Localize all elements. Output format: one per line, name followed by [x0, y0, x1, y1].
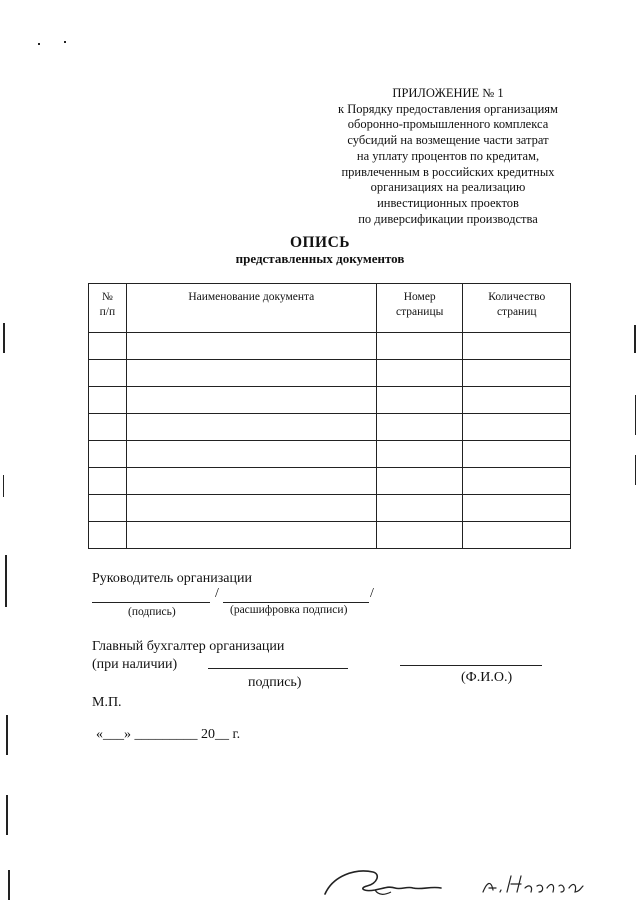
appendix-line: привлеченным в российских кредитных	[341, 164, 555, 179]
table-header-row	[89, 284, 571, 333]
table-cell	[376, 441, 463, 468]
accountant-signature-caption: подпись)	[248, 675, 302, 690]
appendix-line: оборонно-промышленного комплекса	[347, 117, 549, 132]
table-cell	[126, 495, 376, 522]
table-row	[89, 387, 571, 414]
table-cell	[463, 441, 571, 468]
scan-speck	[38, 43, 40, 45]
table-cell	[463, 414, 571, 441]
scan-edge-mark	[635, 455, 636, 485]
table-cell	[126, 441, 376, 468]
table-cell	[126, 522, 376, 549]
header-page-line1: Номер	[403, 291, 436, 303]
decoding-line	[223, 602, 369, 603]
header-name-label: Наименование документа	[188, 291, 315, 303]
appendix-line: на уплату процентов по кредитам,	[356, 148, 540, 163]
header-count-line1: Количество	[488, 291, 546, 303]
accountant-name-line	[400, 665, 542, 666]
scan-edge-mark	[8, 870, 10, 900]
table-cell	[376, 333, 463, 360]
table-cell	[126, 387, 376, 414]
scan-edge-mark	[634, 325, 636, 353]
table-cell	[89, 495, 127, 522]
table-cell	[463, 360, 571, 387]
appendix-line: по диверсификации производства	[358, 211, 538, 226]
handwritten-signature	[315, 862, 595, 902]
appendix-line: ПРИЛОЖЕНИЕ № 1	[392, 86, 504, 100]
table-cell	[89, 522, 127, 549]
accountant-signature-line	[208, 668, 348, 669]
header-num-line1: №	[101, 291, 113, 303]
table-cell	[463, 387, 571, 414]
table-cell	[463, 495, 571, 522]
table-row	[89, 414, 571, 441]
header-page-number	[376, 284, 463, 333]
scan-edge-mark	[635, 395, 636, 435]
documents-table	[88, 283, 571, 549]
scan-edge-mark	[5, 555, 7, 607]
table-cell	[89, 360, 127, 387]
table-row	[89, 360, 571, 387]
table-cell	[376, 414, 463, 441]
slash-separator: /	[215, 586, 219, 601]
document-subtitle: представленных документов	[235, 251, 405, 266]
table-cell	[89, 333, 127, 360]
stamp-place-label: М.П.	[92, 695, 122, 710]
slash-separator: /	[370, 586, 374, 601]
scan-speck	[64, 41, 66, 43]
header-page-line2: страницы	[396, 306, 444, 318]
table-cell	[463, 522, 571, 549]
table-cell	[376, 522, 463, 549]
table-row	[89, 495, 571, 522]
appendix-line: субсидий на возмещение части затрат	[347, 133, 549, 148]
head-of-organization-label: Руководитель организации	[92, 571, 252, 586]
table-row	[89, 522, 571, 549]
if-any-label: (при наличии)	[92, 657, 178, 672]
table-cell	[89, 441, 127, 468]
scan-edge-mark	[6, 715, 8, 755]
scan-edge-mark	[3, 475, 4, 497]
table-cell	[376, 495, 463, 522]
table-row	[89, 441, 571, 468]
table-cell	[376, 360, 463, 387]
table-cell	[376, 468, 463, 495]
table-cell	[126, 333, 376, 360]
decoding-caption: (расшифровка подписи)	[230, 604, 348, 616]
signature-caption: (подпись)	[128, 606, 176, 618]
scan-edge-mark	[3, 323, 5, 353]
table-cell	[126, 414, 376, 441]
signature-line	[92, 602, 210, 603]
header-num-line2: п/п	[99, 306, 116, 318]
appendix-line: организациях на реализацию	[370, 180, 526, 195]
appendix-header	[318, 86, 578, 227]
date-line: «___» _________ 20__ г.	[96, 727, 241, 742]
table-cell	[126, 468, 376, 495]
appendix-line: к Порядку предоставления организациям	[338, 101, 558, 116]
chief-accountant-label: Главный бухгалтер организации	[92, 639, 285, 654]
fio-caption: (Ф.И.О.)	[461, 670, 513, 685]
table-row	[89, 468, 571, 495]
table-row	[89, 333, 571, 360]
table-cell	[463, 468, 571, 495]
table-cell	[126, 360, 376, 387]
appendix-line: инвестиционных проектов	[377, 195, 519, 210]
table-cell	[89, 414, 127, 441]
header-count-line2: страниц	[496, 306, 537, 318]
table-cell	[89, 468, 127, 495]
header-page-count	[463, 284, 571, 333]
table-cell	[376, 387, 463, 414]
document-title: ОПИСЬ	[289, 234, 351, 251]
scan-edge-mark	[6, 795, 8, 835]
table-cell	[89, 387, 127, 414]
header-document-name	[126, 284, 376, 333]
table-cell	[463, 333, 571, 360]
header-row-number	[89, 284, 127, 333]
